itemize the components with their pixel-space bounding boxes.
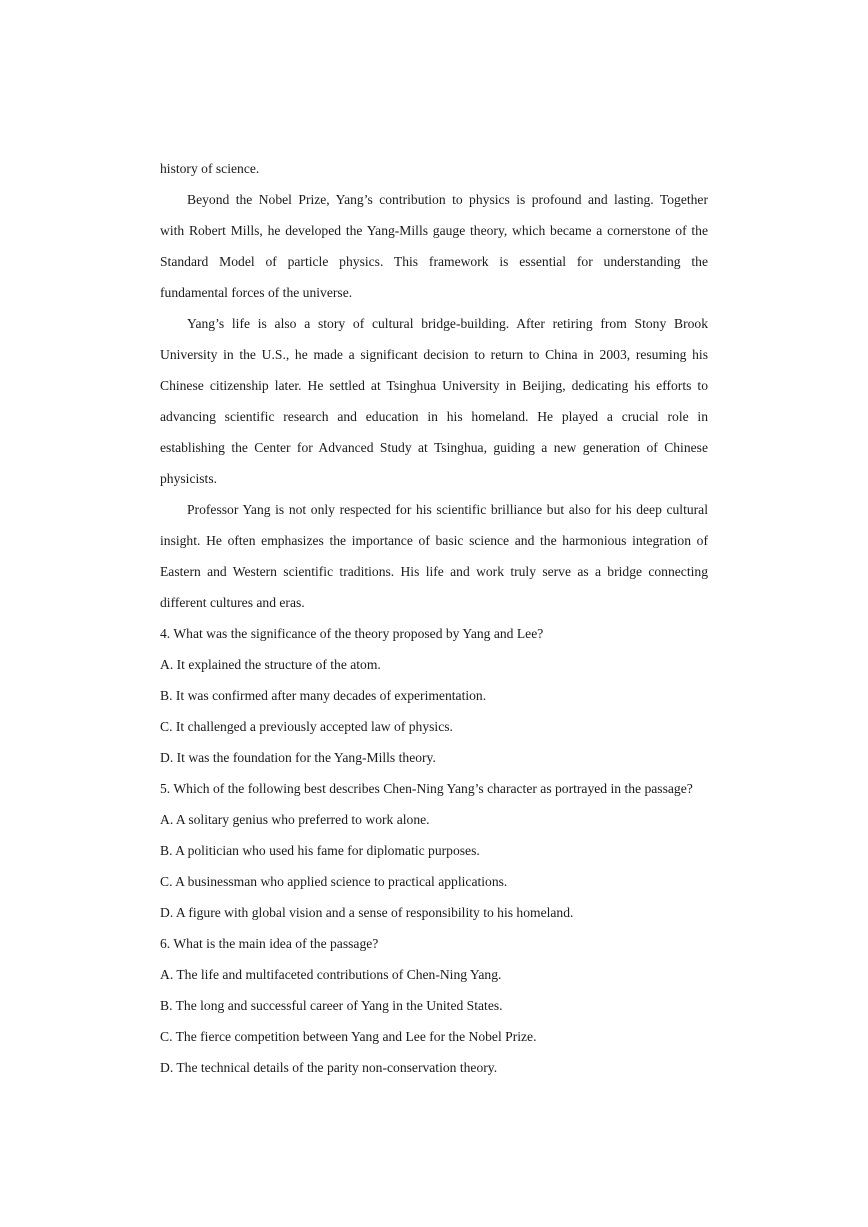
question-4-option-a: A. It explained the structure of the atom.	[160, 657, 381, 672]
paragraph-4-line: Professor Yang is not only respected for his scientific brilliance but also for his deep cultural	[187, 502, 708, 517]
paragraph-3-line: University in the U.S., he made a significant decision to return to China in 2003, resuming his	[160, 347, 708, 362]
question-6-option-d: D. The technical details of the parity non-conservation theory.	[160, 1060, 498, 1075]
paragraph-3-line: establishing the Center for Advanced Study at Tsinghua, guiding a new generation of Chinese	[160, 440, 708, 455]
question-6-option-c: C. The fierce competition between Yang and Lee for the Nobel Prize.	[160, 1029, 537, 1044]
question-4-stem: 4. What was the significance of the theory proposed by Yang and Lee?	[160, 626, 544, 641]
question-5-option-d: D. A figure with global vision and a sense of responsibility to his homeland.	[160, 905, 574, 920]
question-4-option-b: B. It was confirmed after many decades of experimentation.	[160, 688, 487, 703]
question-5-option-c: C. A businessman who applied science to practical applications.	[160, 874, 508, 889]
question-5-option-b: B. A politician who used his fame for diplomatic purposes.	[160, 843, 480, 858]
question-6-option-b: B. The long and successful career of Yang in the United States.	[160, 998, 503, 1013]
paragraph-2-line: fundamental forces of the universe.	[160, 285, 353, 300]
paragraph-3-line: Yang’s life is also a story of cultural bridge-building. After retiring from Stony Brook	[187, 316, 708, 331]
question-6-stem: 6. What is the main idea of the passage?	[160, 936, 379, 951]
paragraph-2-line: with Robert Mills, he developed the Yang-Mills gauge theory, which became a cornerstone of the	[160, 223, 708, 238]
paragraph-4-line: different cultures and eras.	[160, 595, 305, 610]
paragraph-1-line: history of science.	[160, 161, 260, 176]
paragraph-3-line: advancing scientific research and education in his homeland. He played a crucial role in	[160, 409, 708, 424]
paragraph-4-line: Eastern and Western scientific traditions. His life and work truly serve as a bridge connecting	[160, 564, 708, 579]
paragraph-3-line: Chinese citizenship later. He settled at Tsinghua University in Beijing, dedicating his efforts to	[160, 378, 708, 393]
paragraph-4-line: insight. He often emphasizes the importance of basic science and the harmonious integration of	[160, 533, 708, 548]
question-4-option-c: C. It challenged a previously accepted law of physics.	[160, 719, 453, 734]
question-6-option-a: A. The life and multifaceted contributions of Chen-Ning Yang.	[160, 967, 502, 982]
question-5-option-a: A. A solitary genius who preferred to work alone.	[160, 812, 430, 827]
paragraph-2-line: Beyond the Nobel Prize, Yang’s contribution to physics is profound and lasting. Together	[187, 192, 708, 207]
paragraph-3-line: physicists.	[160, 471, 218, 486]
paragraph-2-line: Standard Model of particle physics. This framework is essential for understanding the	[160, 254, 708, 269]
question-5-stem: 5. Which of the following best describes Chen-Ning Yang’s character as portrayed in the passage?	[160, 781, 693, 796]
question-4-option-d: D. It was the foundation for the Yang-Mills theory.	[160, 750, 436, 765]
